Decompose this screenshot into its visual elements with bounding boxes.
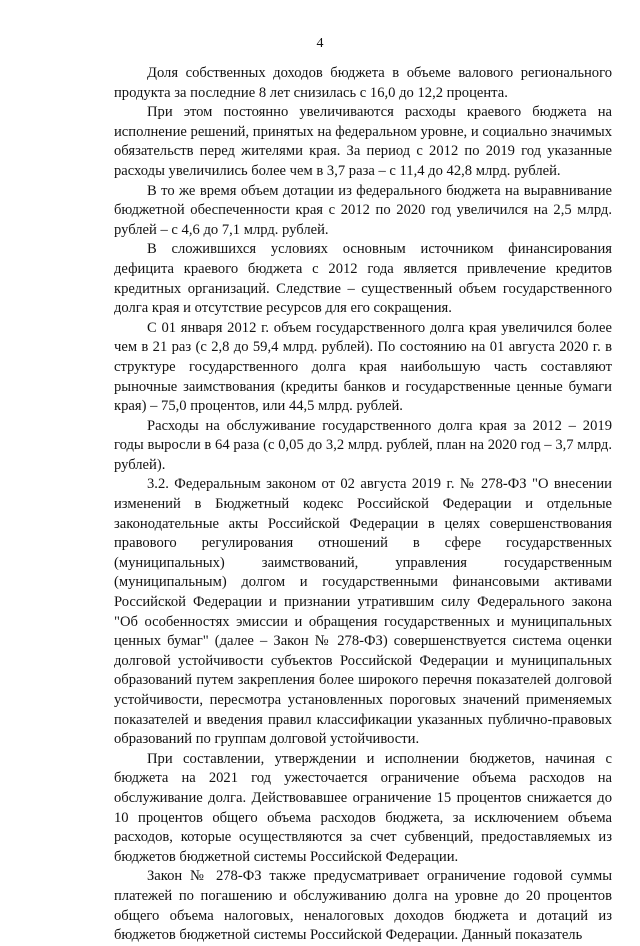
paragraph-federal-law-278: 3.2. Федеральным законом от 02 августа 2019 г. № 278-ФЗ "О внесении изменений в Бюджетный кодекс Российской Федерации и отдельные законодательные акты Российской Федерации в целях совершенствования правового регулирования отношений в сфере государственных (муниципальных) заимствований, управления государственным (муниципальным) долгом и государственными финансовыми активами Российской Федерации и признании утратившим силу Федерального закона "Об особенностях эмиссии и обращения государственных и муниципальных ценных бумаг" (далее – Закон № 278-ФЗ) совершенствуется система оценки долговой устойчивости субъектов Российской Федерации и муниципальных образований путем закрепления более широкого перечня показателей долговой устойчивости, пересмотра установленных пороговых значений применяемых показателей и введения правил классификации указанных публично-правовых образований по группам долговой устойчивости.: [114, 476, 612, 748]
paragraph-debt-service-costs: Расходы на обслуживание государственного долга края за 2012 – 2019 годы выросли в 64 раза (с 0,05 до 3,2 млрд. рублей, план на 2020 год – 3,7 млрд. рублей).: [114, 417, 612, 473]
page-number: 4: [316, 36, 324, 51]
paragraph-repayment-limit: Закон № 278-ФЗ также предусматривает ограничение годовой суммы платежей по погашению и обслуживанию долга на уровне до 20 процентов общего объема налоговых, неналоговых доходов бюджета и дотаций из бюджетов бюджетной системы Российской Федерации. Данный показатель: [114, 868, 612, 944]
paragraph-debt-service-limit: При составлении, утверждении и исполнении бюджетов, начиная с бюджета на 2021 год ужесточается ограничение объема расходов на обслуживание долга. Действовавшее ограничение 15 процентов снижается до 10 процентов общего объема расходов бюджета, за исключением объема расходов, которые осуществляются за счет субвенций, предоставляемых из бюджетов бюджетной системы Российской Федерации.: [114, 750, 612, 865]
document-body: [114, 64, 612, 946]
paragraph-debt-growth: С 01 января 2012 г. объем государственного долга края увеличился более чем в 21 раз (с 2,8 до 59,4 млрд. рублей). По состоянию на 01 августа 2020 г. в структуре государственного долга края наибольшую часть составляют рыночные заимствования (кредиты банков и государственные ценные бумаги края) – 75,0 процентов, или 44,5 млрд. рублей.: [114, 319, 612, 415]
paragraph-equalization-grant: В то же время объем дотации из федерального бюджета на выравнивание бюджетной обеспеченности края с 2012 по 2020 год увеличился на 2,5 млрд. рублей – с 4,6 до 7,1 млрд. рублей.: [114, 182, 612, 238]
paragraph-deficit-financing: В сложившихся условиях основным источником финансирования дефицита краевого бюджета с 2012 года является привлечение кредитов кредитных организаций. Следствие – существенный объем государственного долга края и отсутствие ресурсов для его сокращения.: [114, 241, 612, 317]
paragraph-federal-decisions-expenses: При этом постоянно увеличиваются расходы краевого бюджета на исполнение решений, принятых на федеральном уровне, и социально значимых обязательств перед жителями края. За период с 2012 по 2019 год указанные расходы увеличились более чем в 3,7 раза – с 11,4 до 42,8 млрд. рублей.: [114, 104, 612, 179]
paragraph-own-revenue-share: Доля собственных доходов бюджета в объеме валового регионального продукта за последние 8 лет снизилась с 16,0 до 12,2 процента.: [114, 65, 612, 101]
